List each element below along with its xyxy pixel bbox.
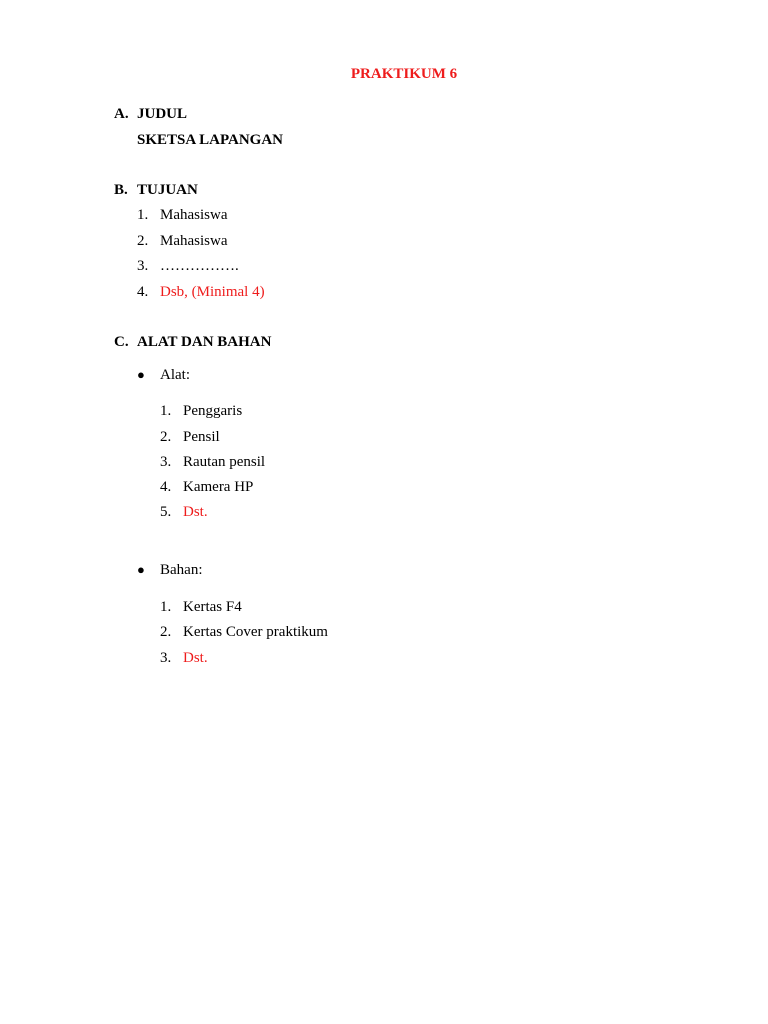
section-b-letter: B. [114,182,128,198]
tujuan-item-text: ……………. [160,258,239,274]
bahan-item-number: 2. [160,624,172,640]
alat-item-text-red: Dst. [183,504,208,520]
tujuan-item-text-red: Dsb, (Minimal 4) [160,284,265,300]
tujuan-item-number: 4. [137,284,149,300]
bahan-item-text-red: Dst. [183,650,208,666]
bahan-item-number: 1. [160,599,172,615]
section-a-subtitle: SKETSA LAPANGAN [137,132,284,148]
alat-item-number: 5. [160,504,172,520]
section-a-letter: A. [114,106,129,122]
alat-label: Alat: [160,367,190,383]
alat-item-number: 3. [160,454,172,470]
page-title: PRAKTIKUM 6 [350,66,458,82]
alat-item-number: 4. [160,479,172,495]
bahan-item-number: 3. [160,650,172,666]
bahan-item-text: Kertas Cover praktikum [183,624,328,640]
section-c-letter: C. [114,334,129,350]
section-c-heading: ALAT DAN BAHAN [137,334,272,350]
tujuan-item-number: 2. [137,233,149,249]
alat-item-text: Penggaris [183,403,243,419]
alat-item-text: Rautan pensil [183,454,266,470]
section-a-heading: JUDUL [137,106,188,122]
bahan-item-text: Kertas F4 [183,599,242,615]
alat-item-number: 1. [160,403,172,419]
tujuan-item-text: Mahasiswa [160,233,228,249]
alat-item-number: 2. [160,429,172,445]
tujuan-item-number: 1. [137,207,149,223]
tujuan-item-number: 3. [137,258,149,274]
alat-item-text: Kamera HP [183,479,254,495]
bullet-icon: ● [137,562,145,577]
tujuan-item-text: Mahasiswa [160,207,228,223]
section-b-heading: TUJUAN [137,182,198,198]
bahan-label: Bahan: [160,562,203,578]
alat-item-text: Pensil [183,429,220,445]
bullet-icon: ● [137,367,145,382]
